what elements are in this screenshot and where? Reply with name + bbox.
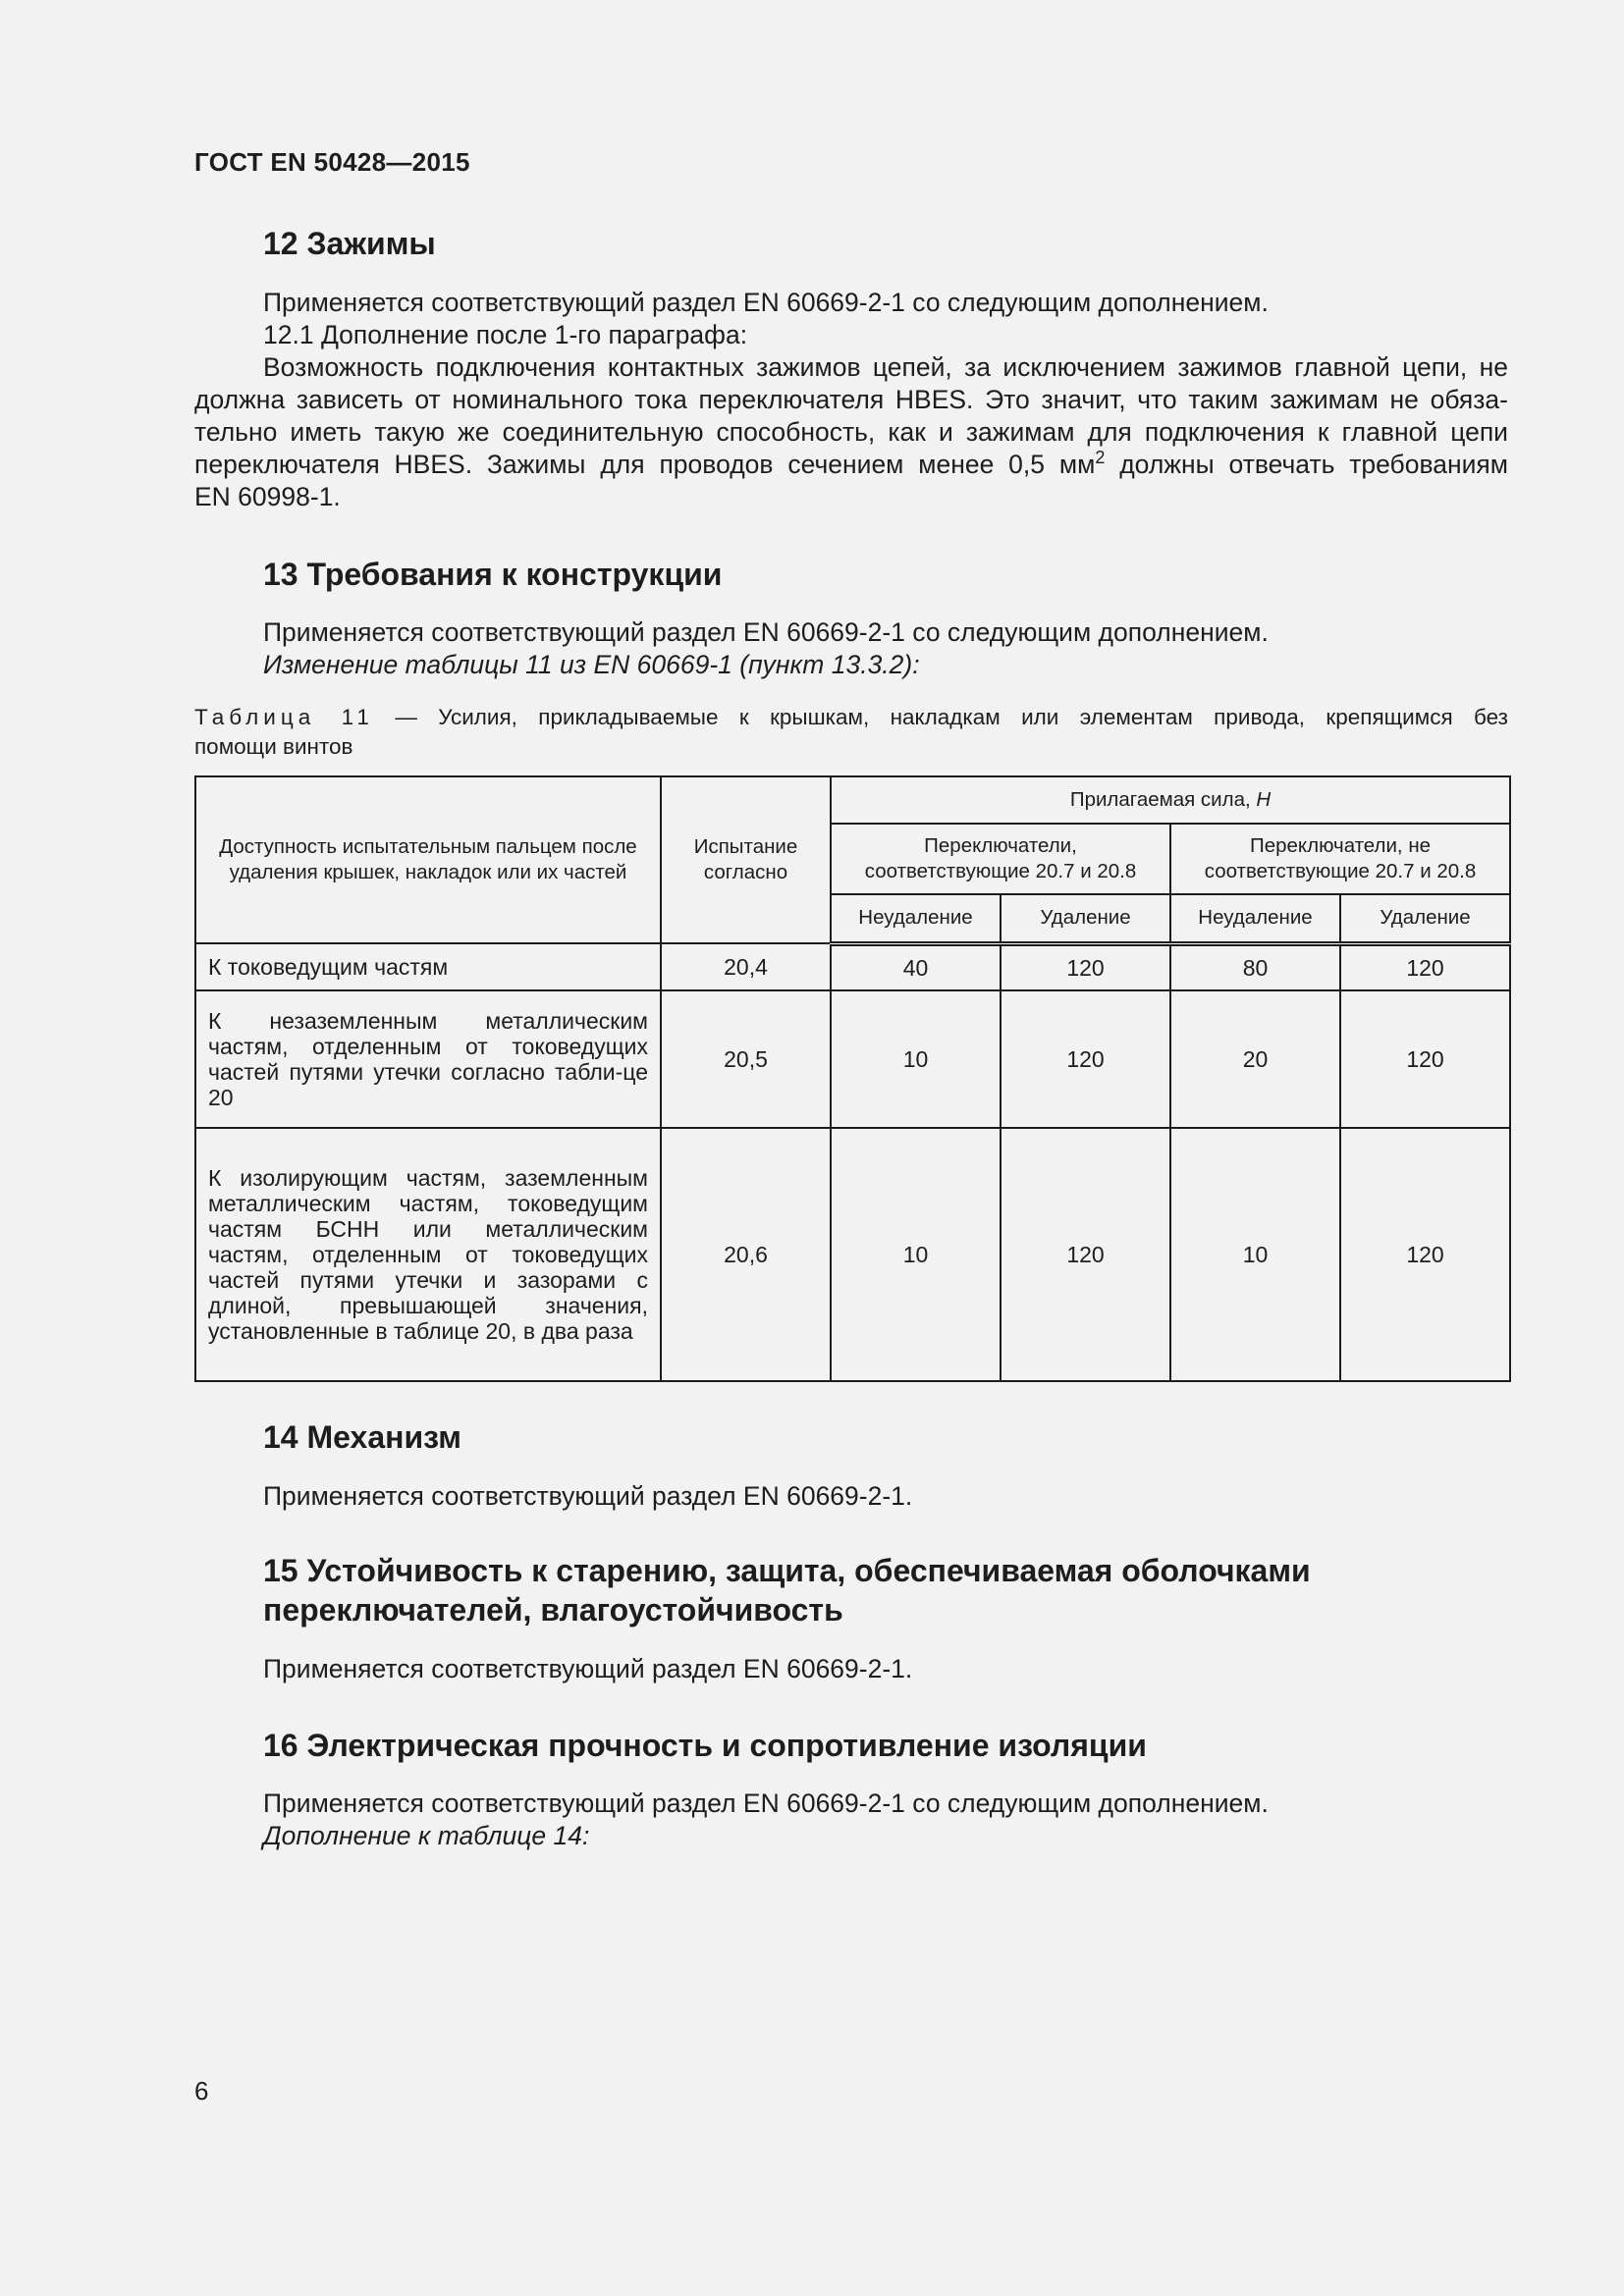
header-test: Испытание согласно bbox=[661, 776, 831, 943]
caption-line: помощи винтов bbox=[194, 734, 353, 759]
caption-text: — Усилия, прикладываемые к крышкам, накладкам или элементам привода, крепящимся без bbox=[373, 705, 1508, 729]
paragraph-line: Возможность подключения контактных зажимов цепей, за исключением зажимов главной цепи, не bbox=[263, 352, 1508, 382]
row-value: 20 bbox=[1170, 990, 1340, 1128]
header-force bbox=[831, 776, 1510, 824]
superscript: 2 bbox=[1095, 448, 1106, 468]
header-force-unit: Н bbox=[1256, 788, 1272, 811]
section-13-title: 13 Требования к конструкции bbox=[263, 557, 723, 592]
section-15-paragraph-1: Применяется соответствующий раздел EN 60669-2-1. bbox=[263, 1654, 913, 1683]
paragraph-line: тельно иметь такую же соединительную способность, как и зажимам для подключения к главной цепи bbox=[194, 417, 1508, 447]
page-number: 6 bbox=[194, 2076, 209, 2106]
section-12-paragraph-1: Применяется соответствующий раздел EN 60669-2-1 со следующим дополнением. bbox=[263, 288, 1269, 317]
line-text: переключателя HBES. Зажимы для проводов сечением менее 0,5 мм bbox=[194, 450, 1096, 479]
row-test: 20,6 bbox=[661, 1128, 831, 1381]
row-value: 80 bbox=[1170, 943, 1340, 990]
section-14-paragraph-1: Применяется соответствующий раздел EN 60669-2-1. bbox=[263, 1481, 913, 1511]
caption-label: Таблица 11 bbox=[194, 705, 374, 729]
section-13-paragraph-1: Применяется соответствующий раздел EN 60669-2-1 со следующим дополнением. bbox=[263, 617, 1269, 647]
title-line: 15 Устойчивость к старению, защита, обеспечиваемая оболочками bbox=[263, 1553, 1311, 1588]
header-non-removal: Неудаление bbox=[1170, 894, 1340, 943]
header-group-1: Переключатели, соответствующие 20.7 и 20.8 bbox=[831, 824, 1170, 894]
paragraph-line bbox=[194, 449, 1508, 481]
row-test: 20,4 bbox=[661, 943, 831, 990]
section-16-paragraph-1: Применяется соответствующий раздел EN 60669-2-1 со следующим дополнением. bbox=[263, 1789, 1269, 1818]
section-14-title: 14 Механизм bbox=[263, 1419, 461, 1455]
row-value: 40 bbox=[831, 943, 1001, 990]
header-group-2: Переключатели, не соответствующие 20.7 и 20.8 bbox=[1170, 824, 1510, 894]
row-value: 10 bbox=[831, 1128, 1001, 1381]
row-value: 120 bbox=[1340, 990, 1510, 1128]
paragraph-line: должна зависеть от номинального тока переключателя HBES. Это значит, что таким зажимам не обяза- bbox=[194, 385, 1508, 414]
header-non-removal: Неудаление bbox=[831, 894, 1001, 943]
section-12-title: 12 Зажимы bbox=[263, 226, 436, 261]
row-value: 120 bbox=[1340, 943, 1510, 990]
row-value: 120 bbox=[1001, 990, 1170, 1128]
row-label: К токоведущим частям bbox=[195, 943, 661, 990]
header-force-label: Прилагаемая сила, bbox=[1069, 788, 1257, 811]
row-value: 120 bbox=[1001, 1128, 1170, 1381]
row-value: 10 bbox=[831, 990, 1001, 1128]
row-value: 10 bbox=[1170, 1128, 1340, 1381]
table-row bbox=[195, 1128, 1510, 1381]
section-13-paragraph-2: Изменение таблицы 11 из EN 60669-1 (пункт 13.3.2): bbox=[263, 650, 920, 679]
section-16-paragraph-2: Дополнение к таблице 14: bbox=[263, 1821, 590, 1850]
header-access: Доступность испытательным пальцем после удаления крышек, накладок или их частей bbox=[195, 776, 661, 943]
row-value: 120 bbox=[1340, 1128, 1510, 1381]
table-11 bbox=[194, 775, 1511, 1382]
line-text: должны отвечать требованиям bbox=[1105, 450, 1509, 479]
section-12-paragraph-2: 12.1 Дополнение после 1-го параграфа: bbox=[263, 320, 748, 349]
paragraph-line: EN 60998-1. bbox=[194, 482, 341, 511]
row-test: 20,5 bbox=[661, 990, 831, 1128]
row-label: К незаземленным металлическим частям, отделенным от токоведущих частей путями утечки согласно табли-це 20 bbox=[195, 990, 661, 1128]
section-15-title bbox=[263, 1551, 1311, 1629]
title-line: переключателей, влагоустойчивость bbox=[263, 1592, 843, 1628]
document-code: ГОСТ EN 50428—2015 bbox=[194, 147, 470, 177]
caption-line bbox=[194, 703, 1508, 732]
section-16-title: 16 Электрическая прочность и сопротивление изоляции bbox=[263, 1728, 1147, 1763]
table-header-row bbox=[195, 776, 1510, 824]
row-value: 120 bbox=[1001, 943, 1170, 990]
section-12-paragraph-3 bbox=[194, 351, 1508, 513]
table-row bbox=[195, 943, 1510, 990]
header-removal: Удаление bbox=[1340, 894, 1510, 943]
header-removal: Удаление bbox=[1001, 894, 1170, 943]
row-label: К изолирующим частям, заземленным металлическим частям, токоведущим частям БСНН или металлическим частям, отделенным от токоведущих частей путями утечки и зазорами с длиной, превышающей значения, установленные в таблице 20, в два раза bbox=[195, 1128, 661, 1381]
table-11-caption bbox=[194, 703, 1508, 762]
table-row bbox=[195, 990, 1510, 1128]
